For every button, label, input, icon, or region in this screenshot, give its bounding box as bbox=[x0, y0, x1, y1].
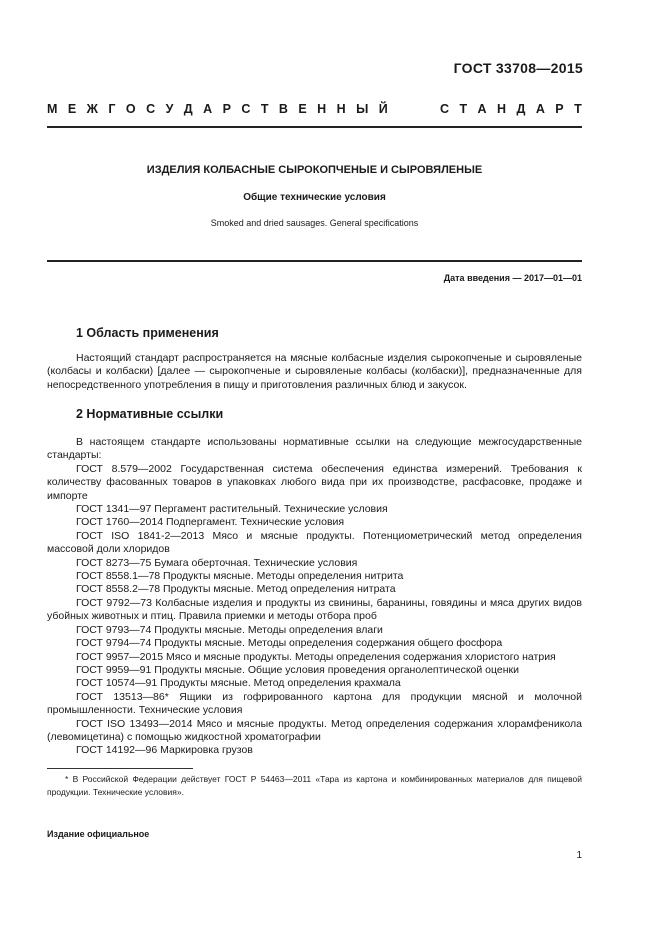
banner-letter bbox=[412, 102, 415, 116]
reference-item: ГОСТ ISO 1841-2—2013 Мясо и мясные продукты. Потенциометрический метод определения массовой доли хлоридов bbox=[47, 529, 582, 556]
banner-letter: Д bbox=[183, 102, 193, 116]
banner-letter: Ы bbox=[356, 102, 369, 116]
banner-letter: Е bbox=[298, 102, 307, 116]
banner-letter: Н bbox=[336, 102, 346, 116]
document-subtitle: Общие технические условия bbox=[243, 192, 386, 203]
reference-item: ГОСТ 1341—97 Пергамент растительный. Технические условия bbox=[76, 503, 388, 516]
banner-letter: В bbox=[278, 102, 288, 116]
footnote bbox=[47, 773, 582, 798]
banner-letter bbox=[398, 102, 401, 116]
section-2-heading: 2 Нормативные ссылки bbox=[76, 407, 224, 421]
page-number: 1 bbox=[576, 850, 582, 861]
references-intro: В настоящем стандарте использованы нормативные ссылки на следующие межгосударственные стандарты: bbox=[47, 436, 582, 462]
footnote-divider bbox=[47, 768, 193, 769]
banner-letter: С bbox=[439, 102, 450, 116]
banner-letter: Д bbox=[516, 102, 526, 116]
banner-letter: Н bbox=[317, 102, 327, 116]
reference-item: ГОСТ 8558.1—78 Продукты мясные. Методы определения нитрита bbox=[76, 570, 404, 583]
reference-list bbox=[47, 463, 582, 758]
title-divider bbox=[47, 260, 582, 262]
scope-paragraph: Настоящий стандарт распространяется на мясные колбасные изделия сырокопченые и сыровяленые (колбасы и колбаски) [далее — сырокопченые и сыровяленые колбасы (колбаски)], предназначенные для непосредственного употребления в пищу и приготовления различных блюд и закусок. bbox=[47, 352, 582, 391]
banner-letter: Р bbox=[555, 102, 564, 116]
banner-letter: С bbox=[146, 102, 156, 116]
reference-item: ГОСТ 9957—2015 Мясо и мясные продукты. Методы определения содержания хлористого натрия bbox=[76, 650, 556, 663]
banner-letter: А bbox=[477, 102, 487, 116]
reference-item: ГОСТ 14192—96 Маркировка грузов bbox=[76, 744, 253, 757]
footnote-text: * В Российской Федерации действует ГОСТ Р 54463—2011 «Тара из картона и комбинированных материалов для пищевой продукции. Технические условия». bbox=[47, 774, 582, 797]
official-edition-label: Издание официальное bbox=[47, 829, 150, 839]
banner-letter: А bbox=[203, 102, 213, 116]
banner-letter: Т bbox=[260, 102, 269, 116]
gost-number: ГОСТ 33708—2015 bbox=[453, 60, 583, 76]
reference-item: ГОСТ 9959—91 Продукты мясные. Общие условия проведения органолептической оценки bbox=[76, 663, 520, 676]
intro-date: Дата введения — 2017—01—01 bbox=[443, 273, 582, 283]
banner-letter: Ж bbox=[86, 102, 98, 116]
banner-letter: У bbox=[165, 102, 174, 116]
reference-item: ГОСТ 8273—75 Бумага оберточная. Технические условия bbox=[76, 556, 358, 569]
banner-letter: С bbox=[241, 102, 251, 116]
reference-item: ГОСТ 8.579—2002 Государственная система обеспечения единства измерений. Требования к количеству фасованных товаров в упаковках любого вида при их производстве, расфасовке, продаже и импорте bbox=[47, 462, 582, 502]
reference-item: ГОСТ ISO 13493—2014 Мясо и мясные продукты. Метод определения содержания хлорамфеникола (левомицетина) с помощью жидкостной хроматографии bbox=[47, 717, 582, 743]
reference-item: ГОСТ 9794—74 Продукты мясные. Методы определения содержания общего фосфора bbox=[76, 637, 503, 650]
normative-references bbox=[47, 436, 582, 758]
english-title: Smoked and dried sausages. General specifications bbox=[210, 218, 419, 228]
banner-letter: Й bbox=[378, 102, 388, 116]
reference-item: ГОСТ 13513—86* Ящики из гофрированного картона для продукции мясной и молочной промышленности. Технические условия bbox=[47, 690, 582, 717]
reference-item: ГОСТ 9793—74 Продукты мясные. Методы определения влаги bbox=[76, 623, 383, 636]
banner-letter: Т bbox=[574, 102, 582, 116]
banner-letter: Е bbox=[67, 102, 77, 116]
banner-letter: Р bbox=[222, 102, 231, 116]
reference-item: ГОСТ 10574—91 Продукты мясные. Метод определения крахмала bbox=[76, 677, 401, 690]
banner-letter: Н bbox=[497, 102, 507, 116]
reference-item: ГОСТ 1760—2014 Подпергамент. Технические условия bbox=[76, 516, 345, 529]
section-1-text bbox=[47, 352, 582, 392]
reference-item: ГОСТ 9792—73 Колбасные изделия и продукты из свинины, баранины, говядины и мяса других видов убойных животных и птиц. Правила приемки и методы отбора проб bbox=[47, 596, 582, 623]
reference-item: ГОСТ 8558.2—78 Продукты мясные. Метод определения нитрата bbox=[76, 583, 396, 596]
banner-letter bbox=[426, 102, 429, 116]
banner-letter: А bbox=[535, 102, 545, 116]
interstate-standard-banner bbox=[47, 102, 582, 116]
top-divider bbox=[47, 126, 582, 128]
banner-letter: М bbox=[47, 102, 58, 116]
banner-letter: Т bbox=[459, 102, 468, 116]
banner-letter: О bbox=[125, 102, 136, 116]
section-1-heading: 1 Область применения bbox=[76, 326, 219, 340]
document-title: ИЗДЕЛИЯ КОЛБАСНЫЕ СЫРОКОПЧЕНЫЕ И СЫРОВЯЛЕНЫЕ bbox=[146, 164, 483, 176]
banner-letter: Г bbox=[108, 102, 116, 116]
